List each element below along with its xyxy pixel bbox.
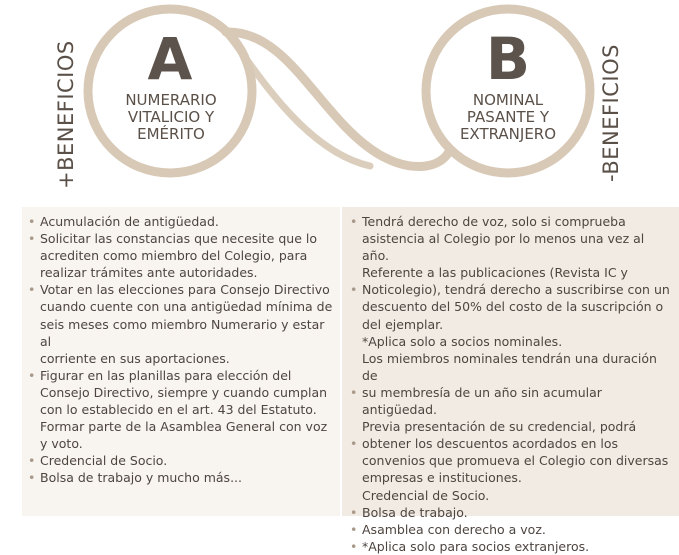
bullet-icon: • — [350, 282, 358, 298]
list-item-text: Credencial de Socio. — [40, 453, 168, 469]
list-item-text: Consejo Directivo, siempre y cuando cumplan — [40, 384, 328, 400]
list-item — [350, 521, 673, 538]
list-item-text: obtener los descuentos acordados en los — [362, 436, 619, 452]
benefits-panel-b — [342, 207, 679, 554]
list-item-text: Referente a las publicaciones (Revista IC y — [362, 265, 628, 281]
list-item-text: y voto. — [40, 436, 83, 452]
list-item — [350, 504, 673, 521]
list-item-text: Figurar en las planillas para elección del — [40, 367, 292, 383]
circle-a-line: EMÉRITO — [137, 125, 205, 143]
list-item — [350, 264, 673, 281]
list-item — [28, 247, 334, 264]
list-item-text: Bolsa de trabajo y mucho más... — [40, 470, 242, 486]
list-item — [28, 418, 334, 435]
list-item-text: Formar parte de la Asamblea General con voz — [40, 419, 328, 435]
list-item — [350, 350, 673, 384]
bullet-icon: • — [350, 384, 358, 400]
list-item — [350, 452, 673, 469]
list-item-text: *Aplica solo para socios extranjeros. — [362, 538, 590, 554]
plus-benefits-label: +BENEFICIOS — [54, 40, 78, 189]
list-item-text: Solicitar las constancias que necesite que lo — [40, 231, 317, 247]
minus-benefits-label: -BENEFICIOS — [599, 44, 623, 182]
list-item-text: descuento del 50% del costo de la suscripción o — [362, 299, 664, 315]
benefits-list-a — [28, 213, 334, 487]
circle-a-letter: A — [147, 25, 193, 93]
list-item — [28, 230, 334, 247]
list-item — [28, 298, 334, 315]
benefits-list-b — [350, 213, 673, 555]
bullet-icon: • — [350, 436, 358, 452]
bullet-icon: • — [28, 214, 36, 229]
bullet-icon: • — [350, 538, 358, 554]
benefits-panel-a — [22, 207, 340, 516]
circle-a-line: VITALICIO Y — [127, 108, 215, 126]
circle-b-text — [432, 92, 584, 143]
list-item — [350, 384, 673, 401]
circle-a-line: NUMERARIO — [125, 91, 217, 109]
list-item-text: Asamblea con derecho a voz. — [362, 521, 546, 537]
list-item-text: empresas e instituciones. — [362, 470, 522, 486]
list-item — [28, 281, 334, 298]
list-item — [28, 316, 334, 350]
bullet-icon: • — [350, 214, 358, 229]
list-item-text: Los miembros nominales tendrán una duración de — [362, 350, 657, 383]
list-item — [350, 298, 673, 315]
circle-b-line: EXTRANJERO — [459, 125, 557, 143]
list-item — [28, 350, 334, 367]
list-item — [28, 435, 334, 452]
list-item-text: con lo establecido en el art. 43 del Estatuto. — [40, 402, 317, 418]
list-item — [28, 469, 334, 486]
list-item-text: Votar en las elecciones para Consejo Directivo — [40, 282, 330, 298]
bullet-icon: • — [28, 282, 36, 298]
list-item — [350, 333, 673, 350]
list-item — [350, 401, 673, 418]
list-item — [350, 213, 673, 230]
list-item-text: asistencia al Colegio por lo menos una vez al año. — [362, 231, 645, 264]
list-item — [28, 452, 334, 469]
list-item — [28, 384, 334, 401]
list-item — [350, 538, 673, 555]
list-item-text: realizar trámites ante autoridades. — [40, 265, 258, 281]
list-item — [350, 487, 673, 504]
bullet-icon: • — [28, 470, 36, 486]
list-item — [350, 418, 673, 435]
list-item-text: Acumulación de antigüedad. — [40, 214, 219, 229]
list-item — [28, 401, 334, 418]
circle-b-letter: B — [485, 25, 531, 93]
infinity-connector — [226, 32, 450, 167]
list-item-text: antigüedad. — [362, 402, 438, 418]
list-item — [28, 367, 334, 384]
bullet-icon: • — [350, 504, 358, 520]
list-item — [350, 435, 673, 452]
circle-b-line: NOMINAL — [472, 91, 544, 109]
list-item-text: Credencial de Socio. — [362, 487, 490, 503]
list-item-text: convenios que promueva el Colegio con diversas — [362, 453, 669, 469]
list-item-text: Previa presentación de su credencial, podrá — [362, 419, 637, 435]
list-item — [28, 213, 334, 230]
list-item-text: cuando cuente con una antigüedad mínima de — [40, 299, 333, 315]
circle-a-text — [100, 92, 242, 143]
list-item-text: seis meses como miembro Numerario y estar al — [40, 316, 325, 349]
circle-b-line: PASANTE Y — [466, 108, 550, 126]
bullet-icon: • — [28, 453, 36, 469]
list-item-text: *Aplica solo a socios nominales. — [362, 333, 563, 349]
bullet-icon: • — [350, 521, 358, 537]
list-item — [350, 316, 673, 333]
bullet-icon: • — [28, 231, 36, 247]
list-item — [28, 264, 334, 281]
list-item-text: del ejemplar. — [362, 316, 444, 332]
list-item — [350, 469, 673, 486]
list-item-text: Noticolegio), tendrá derecho a suscribirse con un — [362, 282, 670, 298]
list-item-text: Tendrá derecho de voz, solo si comprueba — [362, 214, 626, 229]
list-item-text: Bolsa de trabajo. — [362, 504, 468, 520]
list-item — [350, 281, 673, 298]
bullet-icon: • — [28, 367, 36, 383]
list-item-text: acrediten como miembro del Colegio, para — [40, 248, 308, 264]
list-item-text: corriente en sus aportaciones. — [40, 350, 230, 366]
list-item-text: su membresía de un año sin acumular — [362, 384, 602, 400]
list-item — [350, 230, 673, 264]
